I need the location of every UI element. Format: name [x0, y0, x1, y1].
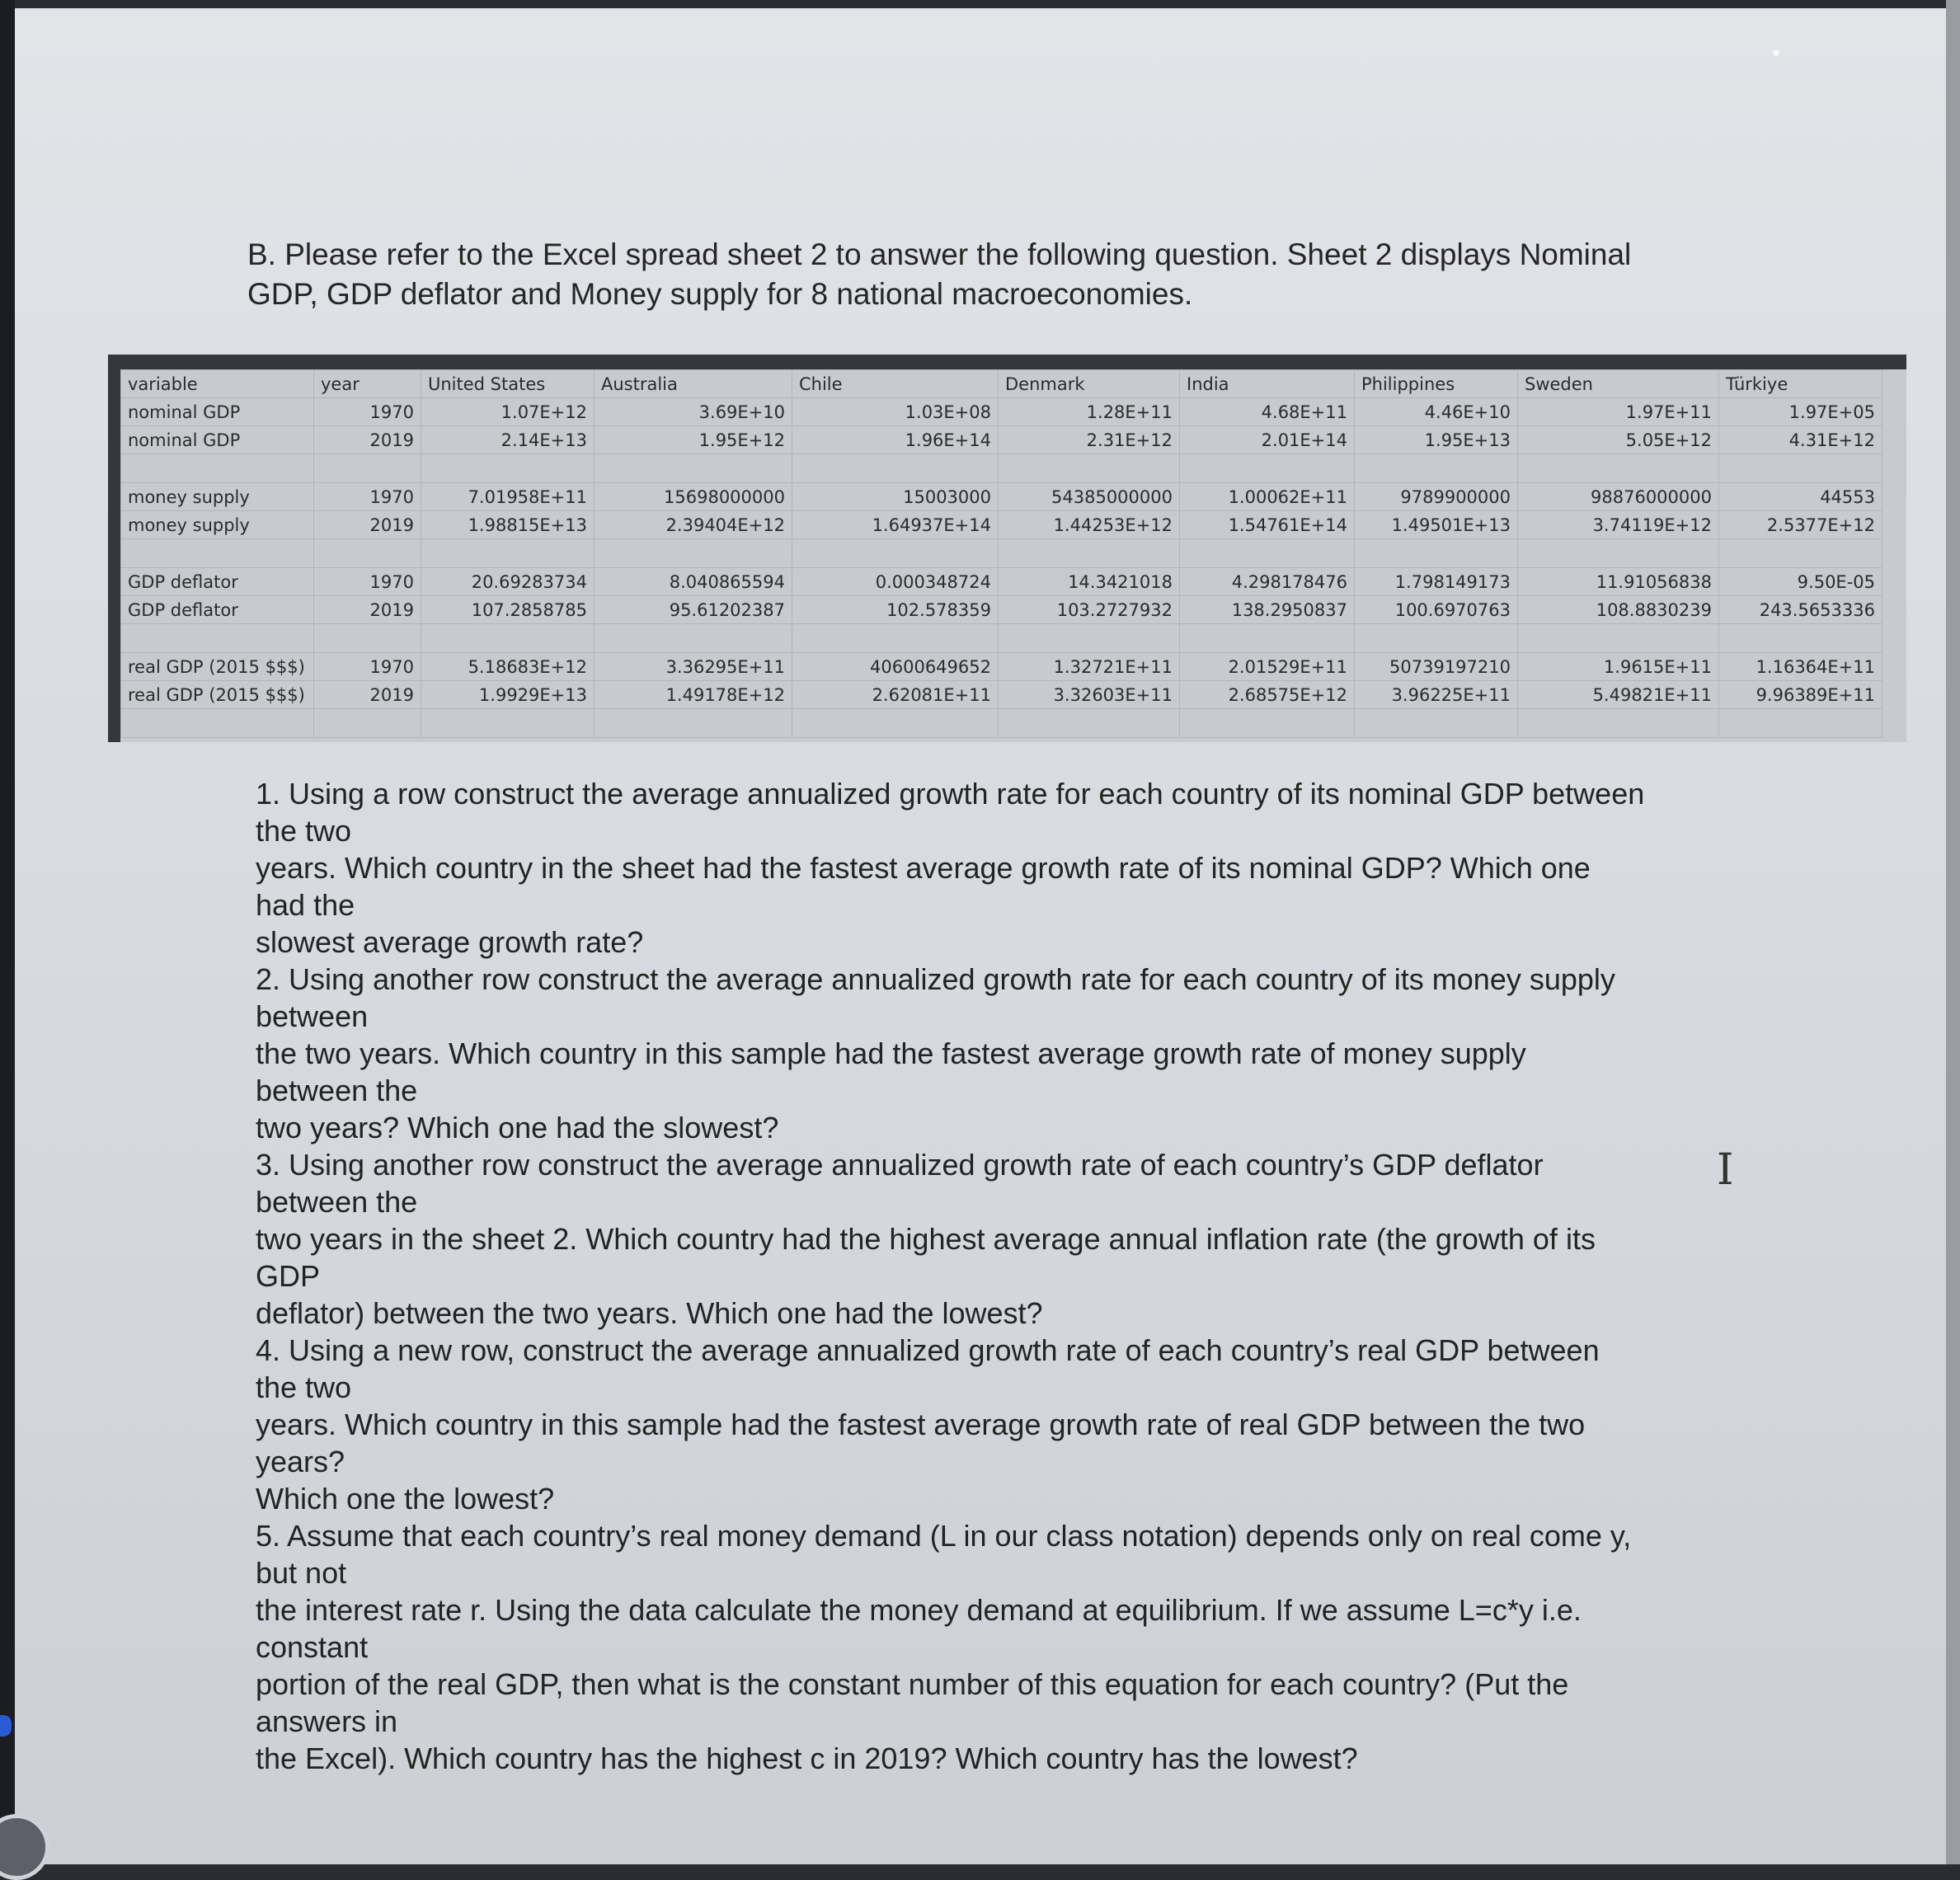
empty-cell — [421, 539, 595, 568]
spreadsheet-image — [108, 355, 1906, 742]
empty-cell — [1719, 624, 1882, 653]
question-1: 1. Using a row construct the average annualized growth rate for each country of its nominal GDP between the two years. Which country in the sheet had the fastest average growth rate of its nominal GDP? Which one had the slowest average growth rate? — [256, 777, 1645, 959]
intro-line-2: GDP, GDP deflator and Money supply for 8 national macroeconomies. — [247, 277, 1193, 311]
table-cell: 2.5377E+12 — [1719, 511, 1882, 539]
row-label-cell: GDP deflator — [121, 568, 314, 596]
table-cell: 15003000 — [792, 483, 999, 511]
empty-cell — [792, 539, 999, 568]
table-header-row — [121, 370, 1882, 398]
empty-cell — [1355, 624, 1518, 653]
table-cell: 8.040865594 — [595, 568, 792, 596]
table-cell: 2.62081E+11 — [792, 681, 999, 709]
table-cell: 1.44253E+12 — [999, 511, 1180, 539]
table-cell: 2019 — [314, 511, 421, 539]
table-cell: 3.74119E+12 — [1518, 511, 1719, 539]
empty-cell — [595, 454, 792, 483]
empty-cell — [1518, 709, 1719, 738]
screen-bezel-right — [1946, 0, 1960, 1864]
spacer-row — [121, 709, 1882, 738]
table-cell: 0.000348724 — [792, 568, 999, 596]
table-cell: 2.14E+13 — [421, 426, 595, 454]
table-cell: 40600649652 — [792, 653, 999, 681]
row-label-cell: GDP deflator — [121, 596, 314, 624]
table-cell: 11.91056838 — [1518, 568, 1719, 596]
screen-glare-dot — [1773, 49, 1779, 56]
table-row — [121, 653, 1882, 681]
table-cell: 1.95E+13 — [1355, 426, 1518, 454]
table-cell: 1.64937E+14 — [792, 511, 999, 539]
table-cell: 20.69283734 — [421, 568, 595, 596]
empty-cell — [999, 454, 1180, 483]
table-cell: 44553 — [1719, 483, 1882, 511]
data-table — [120, 369, 1882, 738]
empty-cell — [595, 539, 792, 568]
questions-list — [256, 775, 1765, 1777]
empty-cell — [421, 624, 595, 653]
empty-cell — [1518, 454, 1719, 483]
empty-cell — [999, 624, 1180, 653]
table-cell: 2.01E+14 — [1180, 426, 1355, 454]
table-cell: 1.97E+05 — [1719, 398, 1882, 426]
table-cell: 2.01529E+11 — [1180, 653, 1355, 681]
table-cell: 1.03E+08 — [792, 398, 999, 426]
table-cell: 3.36295E+11 — [595, 653, 792, 681]
table-cell: 1970 — [314, 398, 421, 426]
column-header: Türkiye — [1719, 370, 1882, 398]
column-header: Sweden — [1518, 370, 1719, 398]
empty-cell — [595, 709, 792, 738]
table-cell: 1.97E+11 — [1518, 398, 1719, 426]
row-label-cell: nominal GDP — [121, 426, 314, 454]
table-cell: 15698000000 — [595, 483, 792, 511]
row-label-cell: nominal GDP — [121, 398, 314, 426]
table-cell: 2019 — [314, 596, 421, 624]
table-cell: 2.39404E+12 — [595, 511, 792, 539]
empty-cell — [999, 709, 1180, 738]
question-3: 3. Using another row construct the average annualized growth rate of each country’s GDP deflator between the two years in the sheet 2. Which country had the highest average annual inflation rate (the growth of its GDP deflator) between the two years. Which one had the lowest? — [256, 1148, 1596, 1330]
column-header: Denmark — [999, 370, 1180, 398]
table-cell: 5.49821E+11 — [1518, 681, 1719, 709]
empty-cell — [999, 539, 1180, 568]
row-label-cell: real GDP (2015 $$$) — [121, 653, 314, 681]
table-cell: 1.07E+12 — [421, 398, 595, 426]
empty-cell — [121, 709, 314, 738]
table-cell: 1970 — [314, 483, 421, 511]
table-cell: 138.2950837 — [1180, 596, 1355, 624]
column-header: India — [1180, 370, 1355, 398]
table-cell: 2019 — [314, 426, 421, 454]
dock-indicator — [0, 1715, 12, 1737]
empty-cell — [1355, 539, 1518, 568]
row-label-cell: money supply — [121, 483, 314, 511]
empty-cell — [421, 709, 595, 738]
empty-cell — [1719, 539, 1882, 568]
question-5: 5. Assume that each country’s real money demand (L in our class notation) depends only on real come y, but not the interest rate r. Using the data calculate the money demand at equilibrium. If we assume L=c*y i.e. constant portion of the real GDP, then what is the constant number of this equation for each country? (Put the answers in the Excel). Which country has the highest c in 2019? Which country has the lowest? — [256, 1519, 1632, 1775]
table-cell: 107.2858785 — [421, 596, 595, 624]
empty-cell — [421, 454, 595, 483]
question-4: 4. Using a new row, construct the average annualized growth rate of each country’s real GDP between the two years. Which country in this sample had the fastest average growth rate of real GDP between the two years? Which one the lowest? — [256, 1333, 1600, 1516]
empty-cell — [1355, 454, 1518, 483]
table-cell: 5.05E+12 — [1518, 426, 1719, 454]
table-cell: 103.2727932 — [999, 596, 1180, 624]
empty-cell — [1719, 709, 1882, 738]
table-cell: 14.3421018 — [999, 568, 1180, 596]
row-label-cell: money supply — [121, 511, 314, 539]
table-cell: 1.32721E+11 — [999, 653, 1180, 681]
table-row — [121, 483, 1882, 511]
spacer-row — [121, 624, 1882, 653]
table-cell: 1.96E+14 — [792, 426, 999, 454]
table-cell: 1.98815E+13 — [421, 511, 595, 539]
table-row — [121, 568, 1882, 596]
table-cell: 1.54761E+14 — [1180, 511, 1355, 539]
table-cell: 9.50E-05 — [1719, 568, 1882, 596]
table-cell: 9.96389E+11 — [1719, 681, 1882, 709]
table-row — [121, 681, 1882, 709]
empty-cell — [314, 624, 421, 653]
empty-cell — [1180, 624, 1355, 653]
column-header: variable — [121, 370, 314, 398]
table-cell: 1.00062E+11 — [1180, 483, 1355, 511]
column-header: Chile — [792, 370, 999, 398]
empty-cell — [1180, 539, 1355, 568]
empty-cell — [792, 624, 999, 653]
question-2: 2. Using another row construct the average annualized growth rate for each country of its money supply between the two years. Which country in this sample had the fastest average growth rate of money supply between the two years? Which one had the slowest? — [256, 962, 1615, 1144]
spacer-row — [121, 454, 1882, 483]
table-cell: 95.61202387 — [595, 596, 792, 624]
table-cell: 1.28E+11 — [999, 398, 1180, 426]
text-cursor-icon: I — [1717, 1145, 1734, 1195]
empty-cell — [121, 539, 314, 568]
table-cell: 1.16364E+11 — [1719, 653, 1882, 681]
empty-cell — [595, 624, 792, 653]
empty-cell — [1518, 624, 1719, 653]
table-cell: 1.95E+12 — [595, 426, 792, 454]
table-cell: 4.31E+12 — [1719, 426, 1882, 454]
table-cell: 1.9929E+13 — [421, 681, 595, 709]
table-cell: 5.18683E+12 — [421, 653, 595, 681]
empty-cell — [121, 454, 314, 483]
table-row — [121, 511, 1882, 539]
table-cell: 1.49178E+12 — [595, 681, 792, 709]
table-cell: 98876000000 — [1518, 483, 1719, 511]
table-cell: 3.32603E+11 — [999, 681, 1180, 709]
column-header: Philippines — [1355, 370, 1518, 398]
table-cell: 1970 — [314, 568, 421, 596]
table-cell: 4.46E+10 — [1355, 398, 1518, 426]
intro-paragraph — [247, 235, 1732, 314]
column-header: United States — [421, 370, 595, 398]
table-cell: 243.5653336 — [1719, 596, 1882, 624]
empty-cell — [1355, 709, 1518, 738]
empty-cell — [314, 539, 421, 568]
empty-cell — [1518, 539, 1719, 568]
empty-cell — [121, 624, 314, 653]
spreadsheet-top-edge — [108, 355, 1906, 369]
empty-cell — [792, 454, 999, 483]
empty-cell — [1180, 709, 1355, 738]
table-cell: 50739197210 — [1355, 653, 1518, 681]
table-cell: 100.6970763 — [1355, 596, 1518, 624]
table-cell: 102.578359 — [792, 596, 999, 624]
table-row — [121, 596, 1882, 624]
table-cell: 2019 — [314, 681, 421, 709]
table-cell: 1.798149173 — [1355, 568, 1518, 596]
table-cell: 3.69E+10 — [595, 398, 792, 426]
table-cell: 3.96225E+11 — [1355, 681, 1518, 709]
table-cell: 9789900000 — [1355, 483, 1518, 511]
intro-line-1: B. Please refer to the Excel spread sheet 2 to answer the following question. Sheet 2 displays Nominal — [247, 237, 1632, 271]
table-row — [121, 398, 1882, 426]
column-header: year — [314, 370, 421, 398]
empty-cell — [1719, 454, 1882, 483]
table-row — [121, 426, 1882, 454]
table-cell: 54385000000 — [999, 483, 1180, 511]
table-cell: 1.49501E+13 — [1355, 511, 1518, 539]
table-cell: 108.8830239 — [1518, 596, 1719, 624]
table-cell: 2.68575E+12 — [1180, 681, 1355, 709]
table-cell: 2.31E+12 — [999, 426, 1180, 454]
row-label-cell: real GDP (2015 $$$) — [121, 681, 314, 709]
empty-cell — [314, 709, 421, 738]
empty-cell — [792, 709, 999, 738]
table-cell: 4.298178476 — [1180, 568, 1355, 596]
spacer-row — [121, 539, 1882, 568]
table-cell: 4.68E+11 — [1180, 398, 1355, 426]
screen-bezel-left — [0, 0, 15, 1864]
table-cell: 1.9615E+11 — [1518, 653, 1719, 681]
table-cell: 7.01958E+11 — [421, 483, 595, 511]
spreadsheet-left-edge — [108, 355, 120, 742]
empty-cell — [314, 454, 421, 483]
column-header: Australia — [595, 370, 792, 398]
empty-cell — [1180, 454, 1355, 483]
table-cell: 1970 — [314, 653, 421, 681]
